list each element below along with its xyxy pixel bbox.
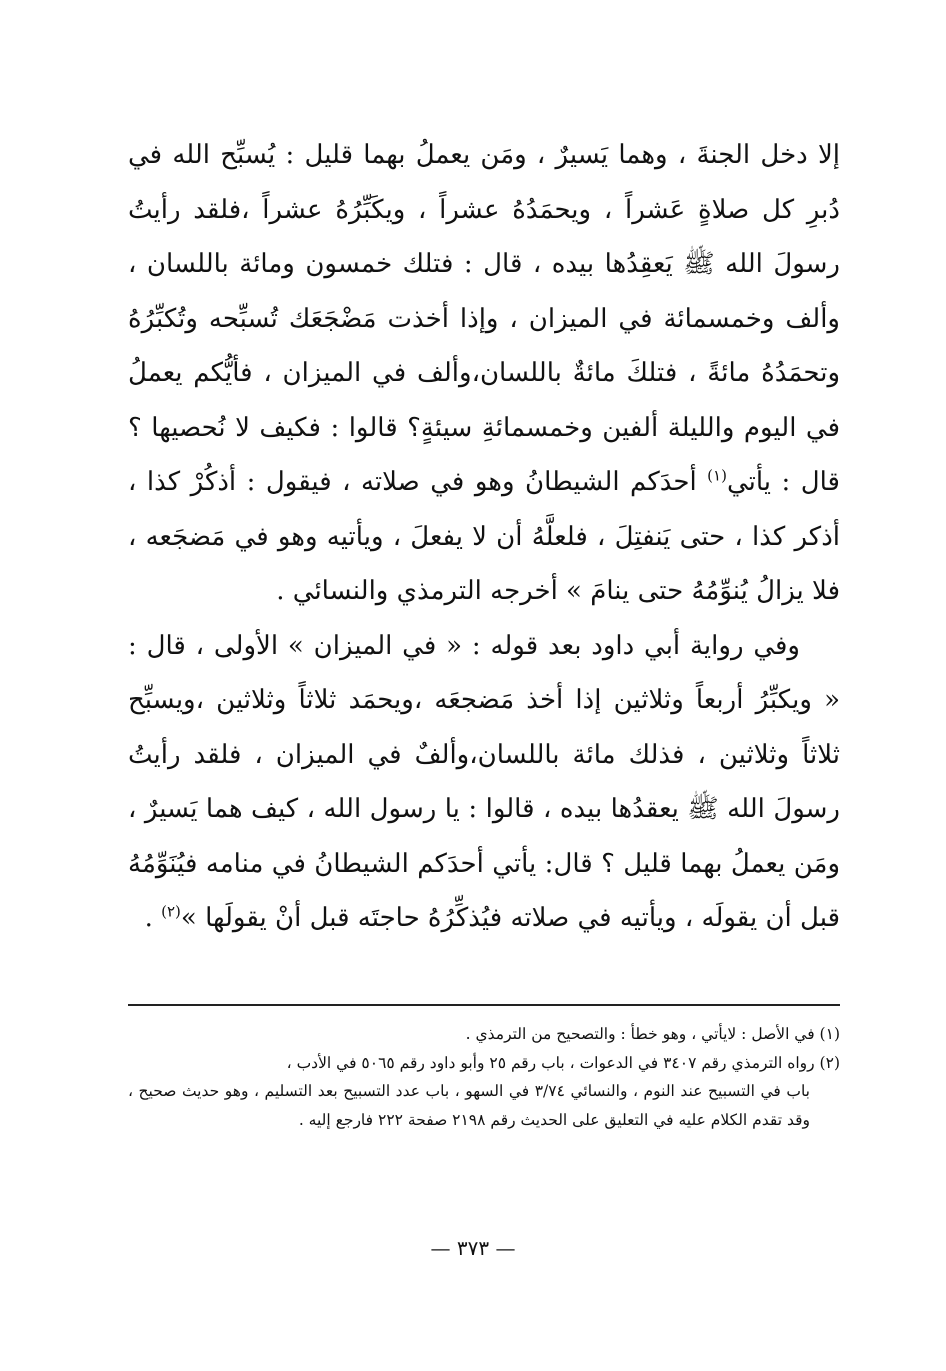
footnote-2-line-1: (٢) رواه الترمذي رقم ٣٤٠٧ في الدعوات ، باب رقم ٢٥ وأبو داود رقم ٥٠٦٥ في الأدب ، xyxy=(286,1053,840,1072)
footnote-2-continuation: باب في التسبيح عند النوم ، والنسائي ٣/٧٤ في السهو ، باب عدد التسبيح بعد التسليم ، وهو حديث صحيح ، وقد تقدم الكلام عليه في التعليق على الحديث رقم ٢١٩٨ صفحة ٢٢٢ فارجع إليه . xyxy=(128,1082,810,1129)
paragraph-hadith xyxy=(128,128,840,619)
footnotes xyxy=(128,1020,840,1134)
page-number: — ٣٧٣ — xyxy=(430,1236,516,1260)
paragraph-abu-dawud-text: وفي رواية أبي داود بعد قوله : « في الميزان » الأولى ، قال : « ويكبِّرُ أربعاً وثلاثين إذا أخذ مَضجعَه ،ويحمَد ثلاثاً وثلاثين ،ويسبِّح ثلاثاً وثلاثين ، فذلك مائة باللسان،وألفٌ في الميزان ، فلقد رأيتُ رسولَ الله ﷺ يعقدُها بيده ، قالوا : يا رسول الله ، كيف هما يَسيرٌ ، ومَن يعملُ بهما قليل ؟ قال: يأتي أحدَكم الشيطانُ في منامه فيُنَوِّمُهُ قبل أن يقولَه ، ويأتيه في صلاته فيُذكِّرُهُ حاجتَه قبل أنْ يقولَها » xyxy=(128,630,841,933)
paragraph-abu-dawud-end: . xyxy=(144,903,162,933)
paragraph-abu-dawud xyxy=(128,619,840,946)
footnote-ref-1: (١) xyxy=(707,466,727,485)
footnote-divider xyxy=(128,1004,840,1006)
paragraph-hadith-text: إلا دخل الجنةَ ، وهما يَسيرٌ ، ومَن يعملُ بهما قليل : يُسبِّح الله في دُبرِ كل صلاةٍ عَشراً ، ويحمَدُهُ عشراً ، ويكَبِّرُهُ عشراً ،فلقد رأيتُ رسولَ الله ﷺ يَعقِدُها بيده ، قال : فتلك خمسون ومائة باللسان ، وألف وخمسمائة في الميزان ، وإذا أخذت مَضْجَعَك تُسبِّحه وتُكبِّرُهُ وتحمَدُهُ مائةً ، فتلكَ مائةٌ باللسان،وألف في الميزان ، فأيُّكم يعملُ في اليوم والليلة ألفين وخمسمائةِ سيئةٍ؟ قالوا : فكيف لا نُحصيها ؟ قال : يأتي xyxy=(128,140,841,497)
paragraph-hadith-continuation: أحدَكم الشيطانُ وهو في صلاته ، فيقول : أذكُرْ كذا ، أذكر كذا ، حتى يَنفتِلَ ، فلعلَّهُ أن لا يفعلَ ، ويأتيه وهو في مَضجَعه ، فلا يزالُ يُنوِّمُهُ حتى ينامَ » أخرجه الترمذي والنسائي . xyxy=(128,467,840,606)
main-text xyxy=(128,128,840,946)
footnote-1: (١) في الأصل : لايأتي ، وهو خطأ : والتصحيح من الترمذي . xyxy=(465,1025,840,1043)
footnote-ref-2: (٢) xyxy=(161,902,181,921)
